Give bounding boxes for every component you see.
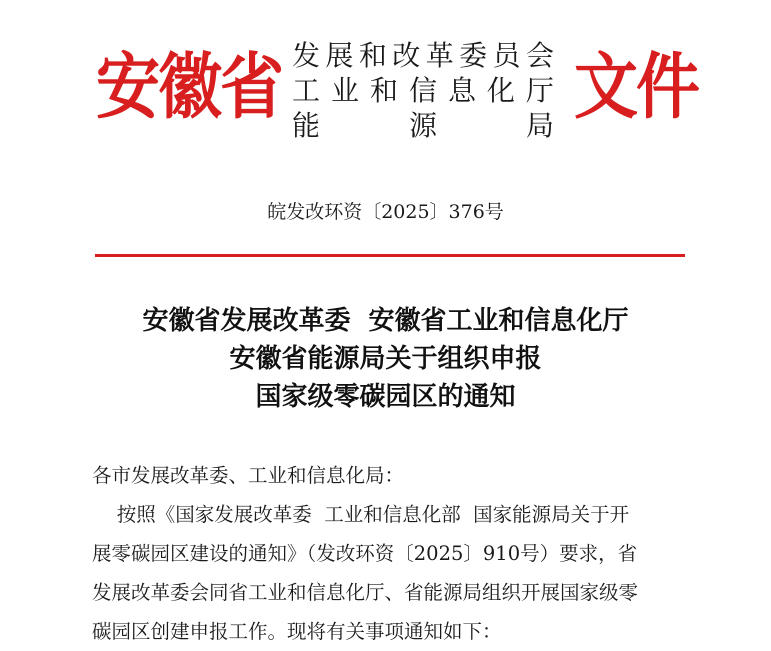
- issuer-char: 业: [330, 74, 359, 107]
- body-line-1: 按照《国家发展改革委 工业和信息化部 国家能源局关于开: [92, 503, 630, 526]
- issuer-char: 厅: [525, 74, 554, 107]
- issuer-char: 局: [525, 109, 554, 142]
- issuer-char: 发: [292, 39, 321, 72]
- document-title: [0, 302, 771, 416]
- title-line-2: 安徽省能源局关于组织申报: [229, 344, 542, 374]
- province-name: 安徽省: [96, 45, 282, 130]
- issuer-char: 革: [425, 39, 454, 72]
- issuer-char: 会: [525, 39, 554, 72]
- body-line-4: 碳园区创建申报工作。现将有关事项通知如下：: [92, 620, 502, 643]
- issuer-char: 改: [392, 39, 421, 72]
- document-type-label: 文件: [574, 45, 698, 130]
- issuer-char: 和: [369, 74, 398, 107]
- issuer-char: 展: [325, 39, 354, 72]
- issuer-char: 能: [292, 109, 321, 142]
- title-line-1: 安徽省发展改革委 安徽省工业和信息化厅: [142, 306, 629, 336]
- title-line-3: 国家级零碳园区的通知: [255, 382, 516, 412]
- red-divider-line: [95, 254, 685, 257]
- salutation: 各市发展改革委、工业和信息化局：: [92, 464, 405, 487]
- issuer-char: 员: [492, 39, 521, 72]
- document-body: [92, 456, 692, 651]
- issuer-char: 信: [408, 74, 437, 107]
- issuer-char: 和: [358, 39, 387, 72]
- issuer-char: 息: [447, 74, 476, 107]
- issuer-char: 化: [486, 74, 515, 107]
- body-line-3: 发展改革委会同省工业和信息化厅、省能源局组织开展国家级零: [92, 581, 639, 604]
- document-header: [0, 0, 771, 170]
- issuer-list: [292, 38, 554, 143]
- issuer-char: 委: [459, 39, 488, 72]
- document-number: 皖发改环资〔2025〕376号: [267, 201, 504, 223]
- issuer-char: 源: [408, 109, 437, 142]
- body-line-2: 展零碳园区建设的通知》（发改环资〔2025〕910号）要求，省: [92, 542, 638, 565]
- issuer-line-1: [292, 38, 554, 73]
- issuer-line-3: [292, 108, 554, 143]
- issuer-char: 工: [292, 74, 321, 107]
- issuer-line-2: [292, 73, 554, 108]
